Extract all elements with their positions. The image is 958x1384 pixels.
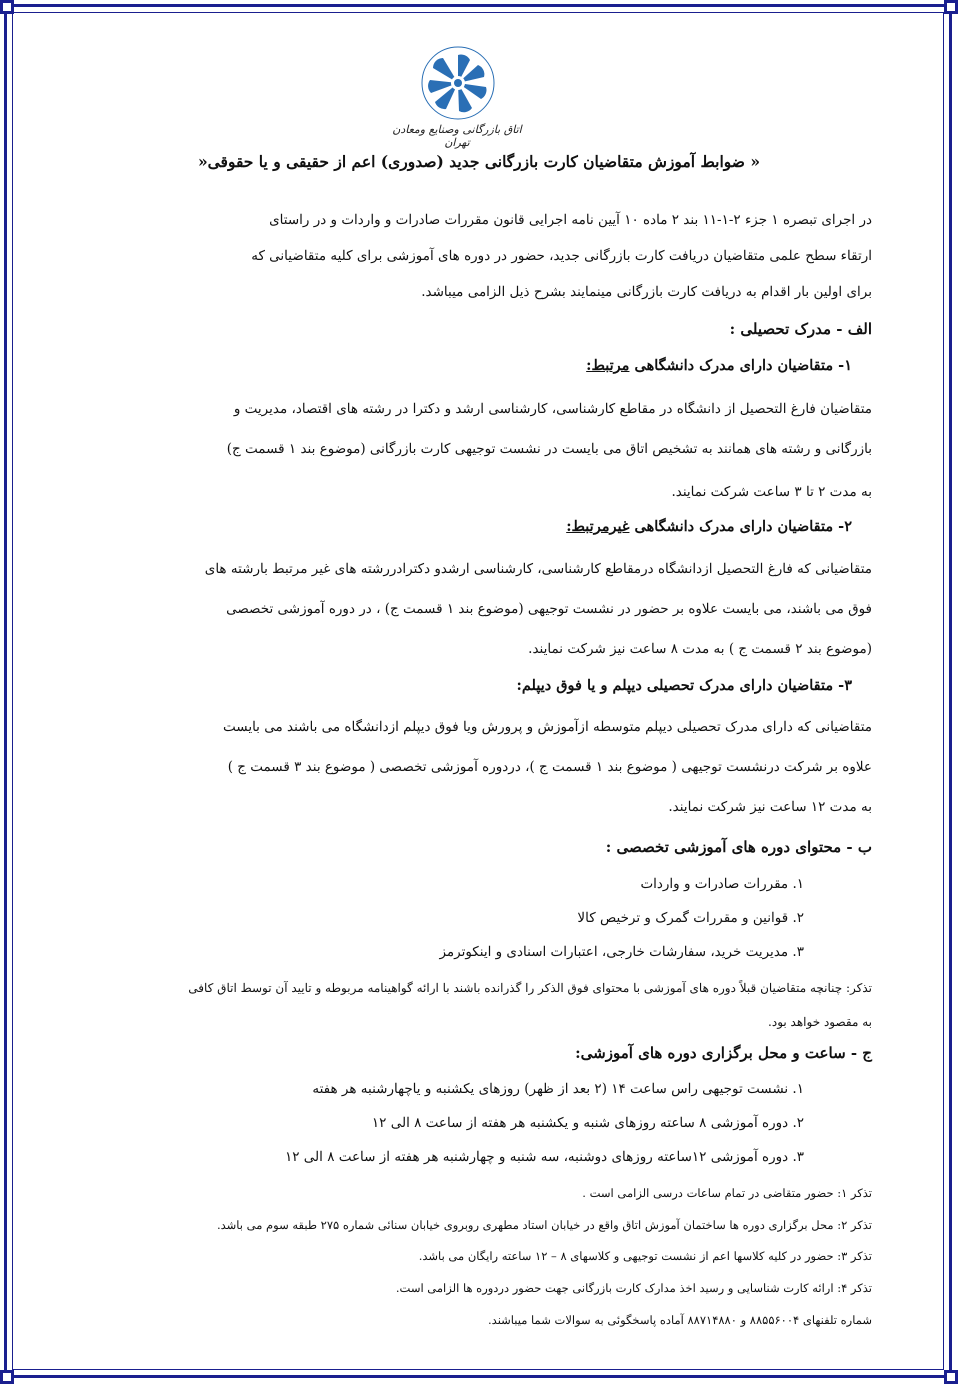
intro-line-3: برای اولین بار اقدام به دریافت کارت بازرگانی مینمایند بشرح ذیل الزامی میباشد. — [421, 284, 872, 300]
section-b-item-3: ۳. مدیریت خرید، سفارشات خارجی، اعتبارات اسنادی و اینکوترمز — [439, 944, 804, 960]
item-3-line-1: متقاضیانی که دارای مدرک تحصیلی دیپلم متوسطه ازآموزش و پرورش ویا فوق دیپلم ازدانشگاه می باشند می بایست — [223, 719, 872, 735]
section-c-note-3: تذکر ۳: حضور در کلیه کلاسها اعم از نشست توجیهی و کلاسهای ۸ – ۱۲ ساعته رایگان می باشد. — [418, 1249, 872, 1263]
item-1-line-3: به مدت ۲ تا ۳ ساعت شرکت نمایند. — [671, 484, 872, 500]
intro-line-1: در اجرای تبصره ۱ جزء ۲-۱-۱۱ بند ۲ ماده ۱۰ آیین نامه اجرایی قانون مقررات صادرات و واردات و در راستای — [269, 212, 872, 228]
item-3-heading: ۳- متقاضیان دارای مدرک تحصیلی دیپلم و یا فوق دیپلم: — [516, 677, 852, 694]
item-1-heading-underlined: مرتبط: — [586, 357, 630, 374]
section-a-heading: الف - مدرک تحصیلی : — [729, 320, 872, 338]
item-2-heading — [86, 518, 872, 535]
intro-line-2: ارتقاء سطح علمی متقاضیان دریافت کارت بازرگانی جدید، حضور در دوره های آموزشی برای کلیه متقاضیانی که — [251, 248, 872, 264]
section-c-note-4: تذکر ۴: ارائه کارت شناسایی و رسید اخذ مدارک کارت بازرگانی جهت حضور دردوره ها الزامی است. — [395, 1281, 872, 1295]
corner-ornament-bl — [0, 1370, 14, 1384]
item-3-line-3: به مدت ۱۲ ساعت نیز شرکت نمایند. — [668, 799, 872, 815]
section-b-item-2: ۲. قوانین و مقررات گمرک و ترخیص کالا — [577, 910, 804, 926]
page-title: « ضوابط آموزش متقاضیان کارت بازرگانی جدید (صدوری) اعم از حقیقی و یا حقوقی« — [197, 152, 761, 171]
item-2-line-2: فوق می باشند، می بایست علاوه بر حضور در نشست توجیهی (موضوع بند ۱ قسمت ج) ، در دوره آموزشی تخصصی — [226, 601, 872, 617]
section-c-item-2: ۲. دوره آموزشی ۸ ساعته روزهای شنبه و یکشنبه هر هفته از ساعت ۸ الی ۱۲ — [371, 1115, 804, 1131]
section-b-heading: ب - محتوای دوره های آموزشی تخصصی : — [605, 838, 872, 856]
item-1-line-2: بازرگانی و رشته های همانند به تشخیص اتاق می بایست در نشست توجیهی کارت بازرگانی (موضوع بند ۱ قسمت ج) — [226, 441, 872, 457]
section-c-note-2: تذکر ۲: محل برگزاری دوره ها ساختمان آموزش اتاق واقع در خیابان استاد مطهری روبروی خیابان سنائی شماره ۲۷۵ طبقه سوم می باشد. — [216, 1218, 872, 1232]
logo-caption: اتاق بازرگانی وصنایع ومعادن تهران — [392, 123, 522, 149]
corner-ornament-tl — [0, 0, 14, 14]
item-1-line-1: متقاضیان فارغ التحصیل از دانشگاه در مقاطع کارشناسی، کارشناسی ارشد و دکترا در رشته های اقتصاد، مدیریت و — [233, 401, 872, 417]
corner-ornament-br — [944, 1370, 958, 1384]
contact-phones: شماره تلفنهای ۸۸۵۵۶۰۰۴ و ۸۸۷۱۴۸۸۰ آماده پاسخگوئی به سوالات شما میباشند. — [488, 1313, 872, 1327]
item-3-line-2: علاوه بر شرکت درنشست توجیهی ( موضوع بند ۱ قسمت ج )، دردوره آموزشی تخصصی ( موضوع بند ۳ قسمت ج ) — [227, 759, 872, 775]
section-c-item-1: ۱. نشست توجیهی راس ساعت ۱۴ (۲ بعد از ظهر) روزهای یکشنبه و یاچهارشنبه هر هفته — [312, 1081, 804, 1097]
section-c-item-3: ۳. دوره آموزشی ۱۲ساعته روزهای دوشنبه، سه شنبه و چهارشنبه هر هفته از ساعت ۸ الی ۱۲ — [284, 1149, 804, 1165]
section-b-item-1: ۱. مقررات صادرات و واردات — [640, 876, 804, 892]
section-b-note-line-1: تذکر: چنانچه متقاضیان قبلاً دوره های آموزشی با محتوای فوق الذکر را گذرانده باشند با ارائه گواهینامه مربوطه و تایید آن توسط اتاق کافی — [188, 981, 872, 995]
item-2-line-1: متقاضیانی که فارغ التحصیل ازدانشگاه درمقاطع کارشناسی، کارشناسی ارشدو دکترادررشته های غیر مرتبط بارشته های — [204, 561, 872, 577]
item-2-heading-text: ۲- متقاضیان دارای مدرک دانشگاهی — [629, 518, 852, 535]
section-b-note-line-2: به مقصود خواهد بود. — [768, 1015, 872, 1029]
item-2-line-3: (موضوع بند ۲ قسمت ج ) به مدت ۸ ساعت نیز شرکت نمایند. — [528, 641, 872, 657]
section-c-note-1: تذکر ۱: حضور متقاضی در تمام ساعات درسی الزامی است . — [582, 1186, 872, 1200]
item-2-heading-underlined: غیرمرتبط: — [566, 518, 630, 535]
item-1-heading — [86, 357, 872, 374]
section-c-heading: ج - ساعت و محل برگزاری دوره های آموزشی: — [575, 1044, 872, 1062]
corner-ornament-tr — [944, 0, 958, 14]
item-1-heading-text: ۱- متقاضیان دارای مدرک دانشگاهی — [629, 357, 852, 374]
